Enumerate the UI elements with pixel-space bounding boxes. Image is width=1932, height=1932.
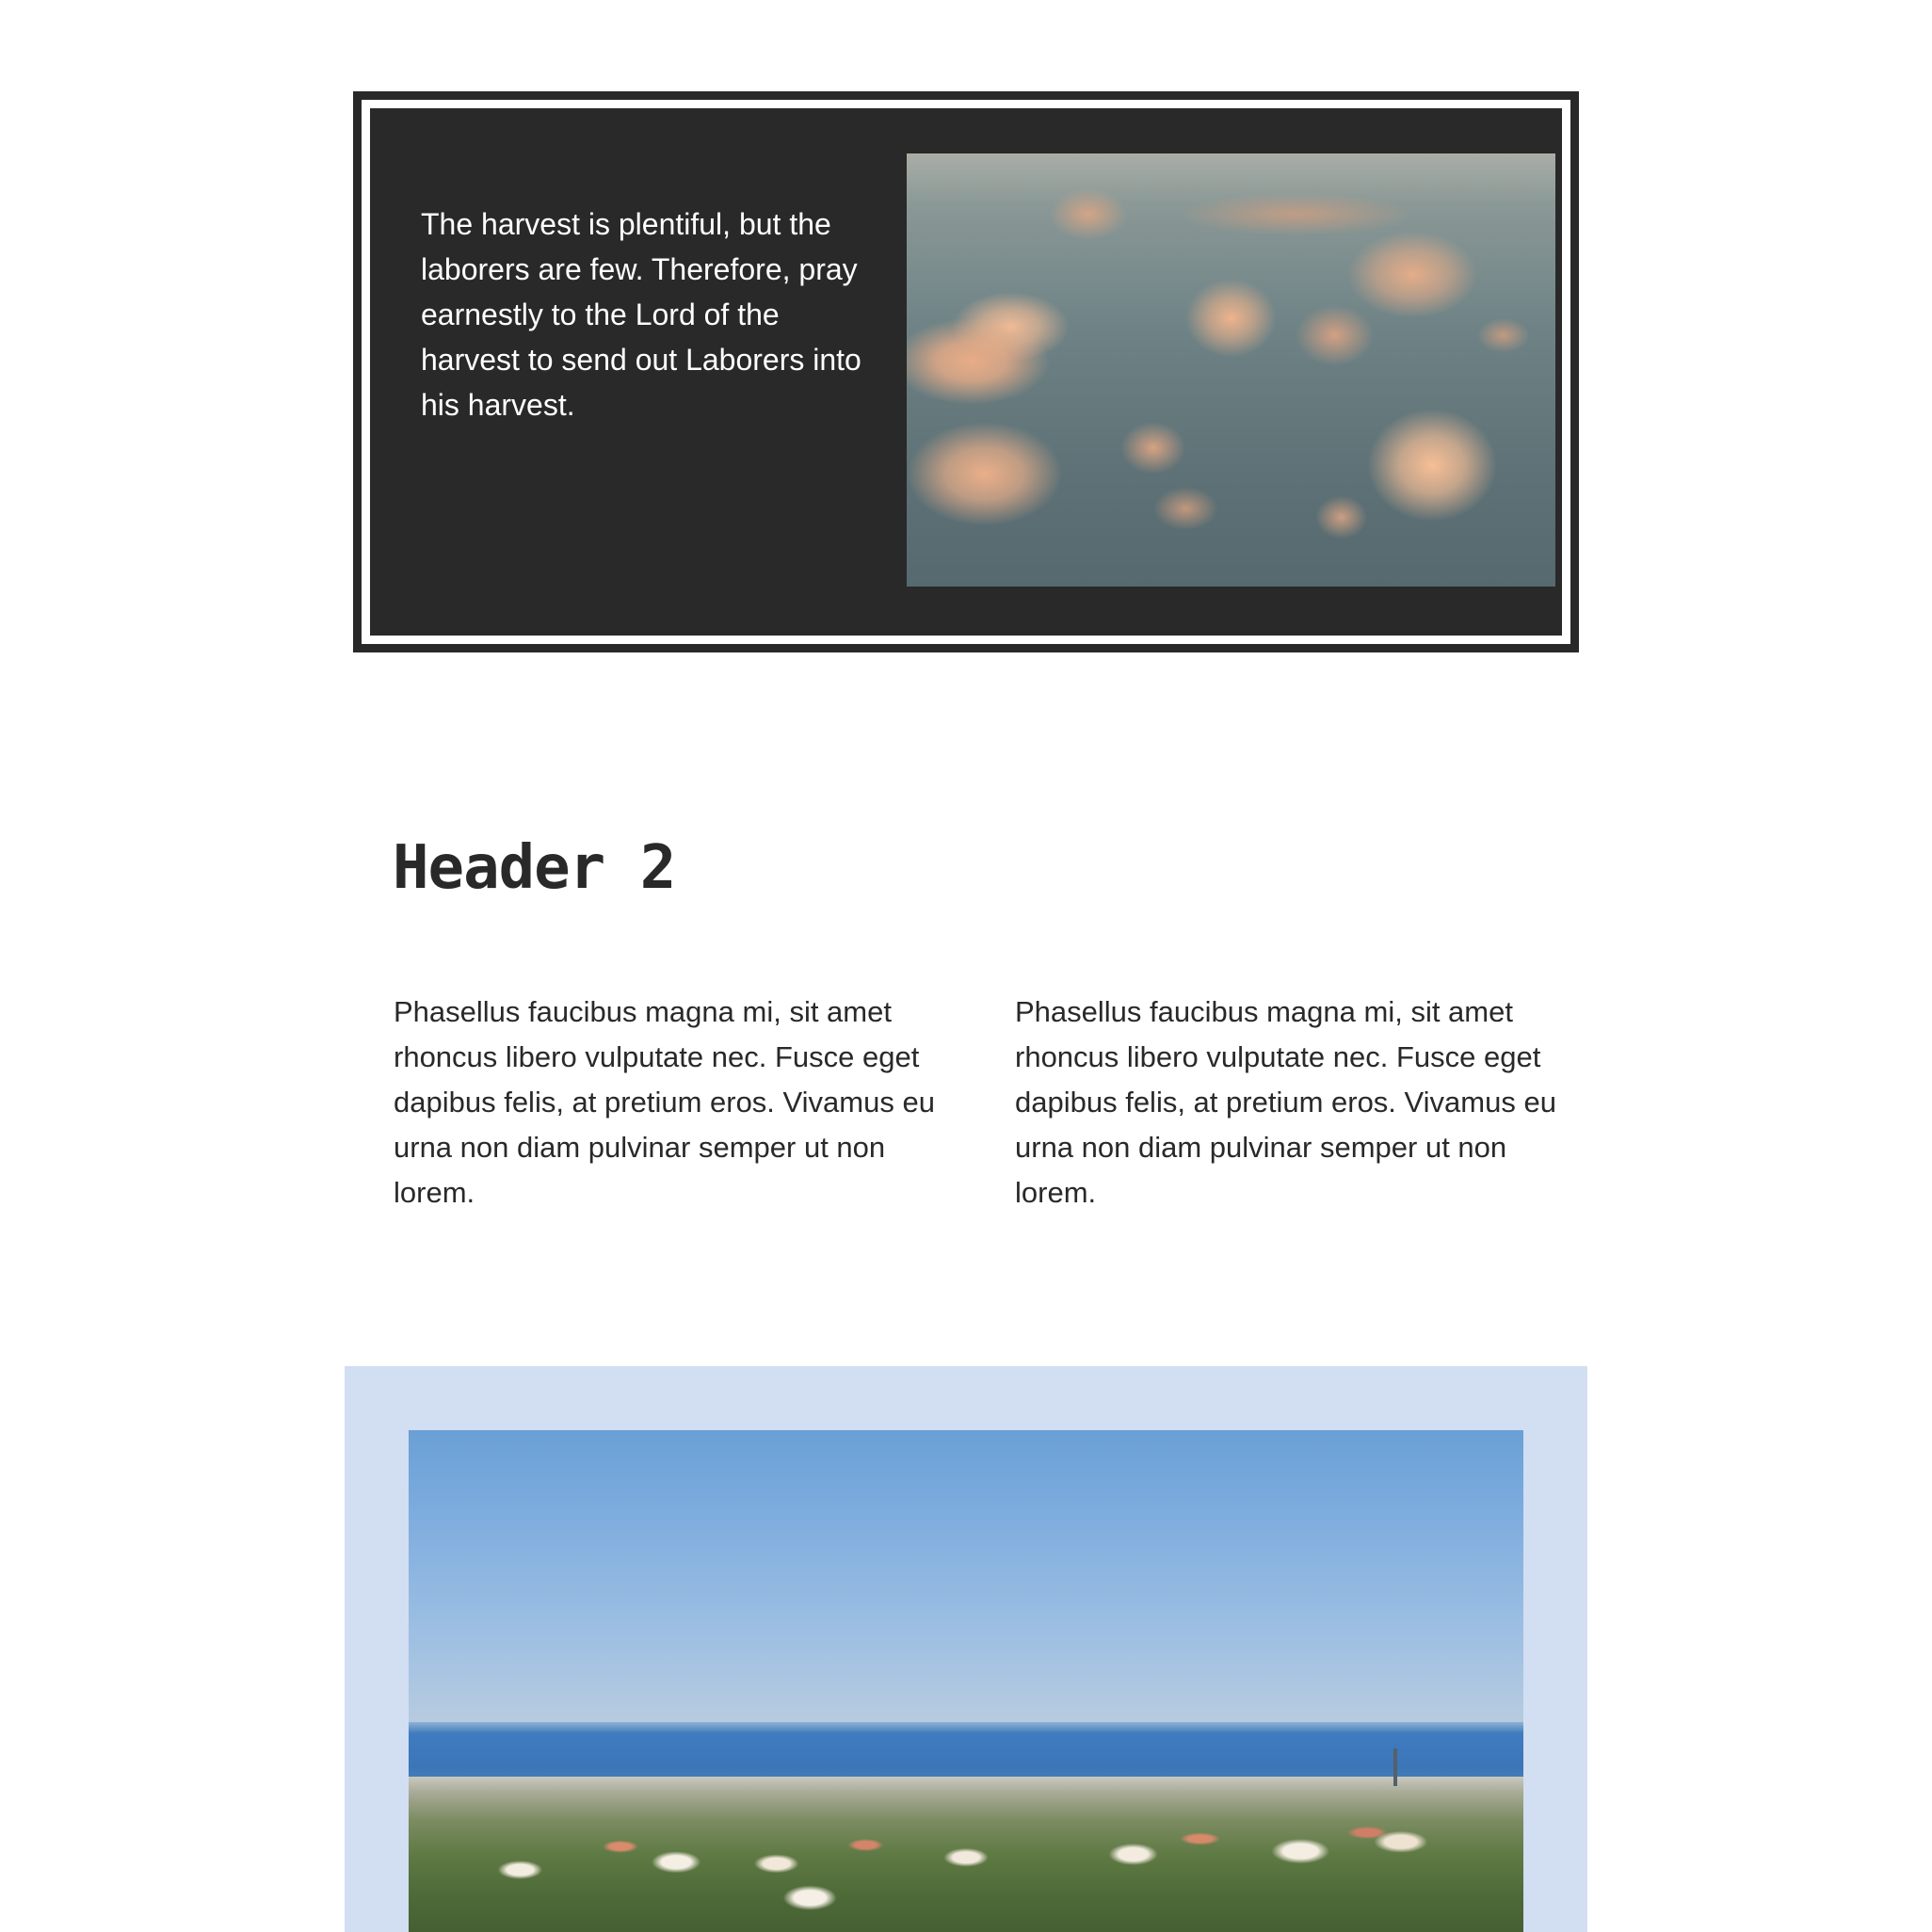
pylon bbox=[1393, 1748, 1397, 1786]
quote-text: The harvest is plentiful, but the laborers are few. Therefore, pray earnestly to the Lord of the harvest to send out Laborers into his harvest. bbox=[421, 207, 861, 422]
town-band bbox=[409, 1777, 1523, 1932]
section-heading: Header 2 bbox=[393, 833, 676, 903]
quote-frame bbox=[362, 100, 1570, 644]
landscape-frame bbox=[345, 1366, 1587, 1932]
text-column-right: Phasellus faucibus magna mi, sit amet rhoncus libero vulputate nec. Fusce eget dapibus felis, at pretium eros. Vivamus eu urna non diam pulvinar semper ut non lorem. bbox=[1015, 995, 1556, 1209]
text-column-left: Phasellus faucibus magna mi, sit amet rhoncus libero vulputate nec. Fusce eget dapibus felis, at pretium eros. Vivamus eu urna non diam pulvinar semper ut non lorem. bbox=[394, 995, 935, 1209]
quote-block bbox=[353, 91, 1579, 652]
quote-panel bbox=[370, 108, 1562, 636]
clouds-image bbox=[907, 153, 1555, 587]
landscape-image bbox=[409, 1430, 1523, 1932]
